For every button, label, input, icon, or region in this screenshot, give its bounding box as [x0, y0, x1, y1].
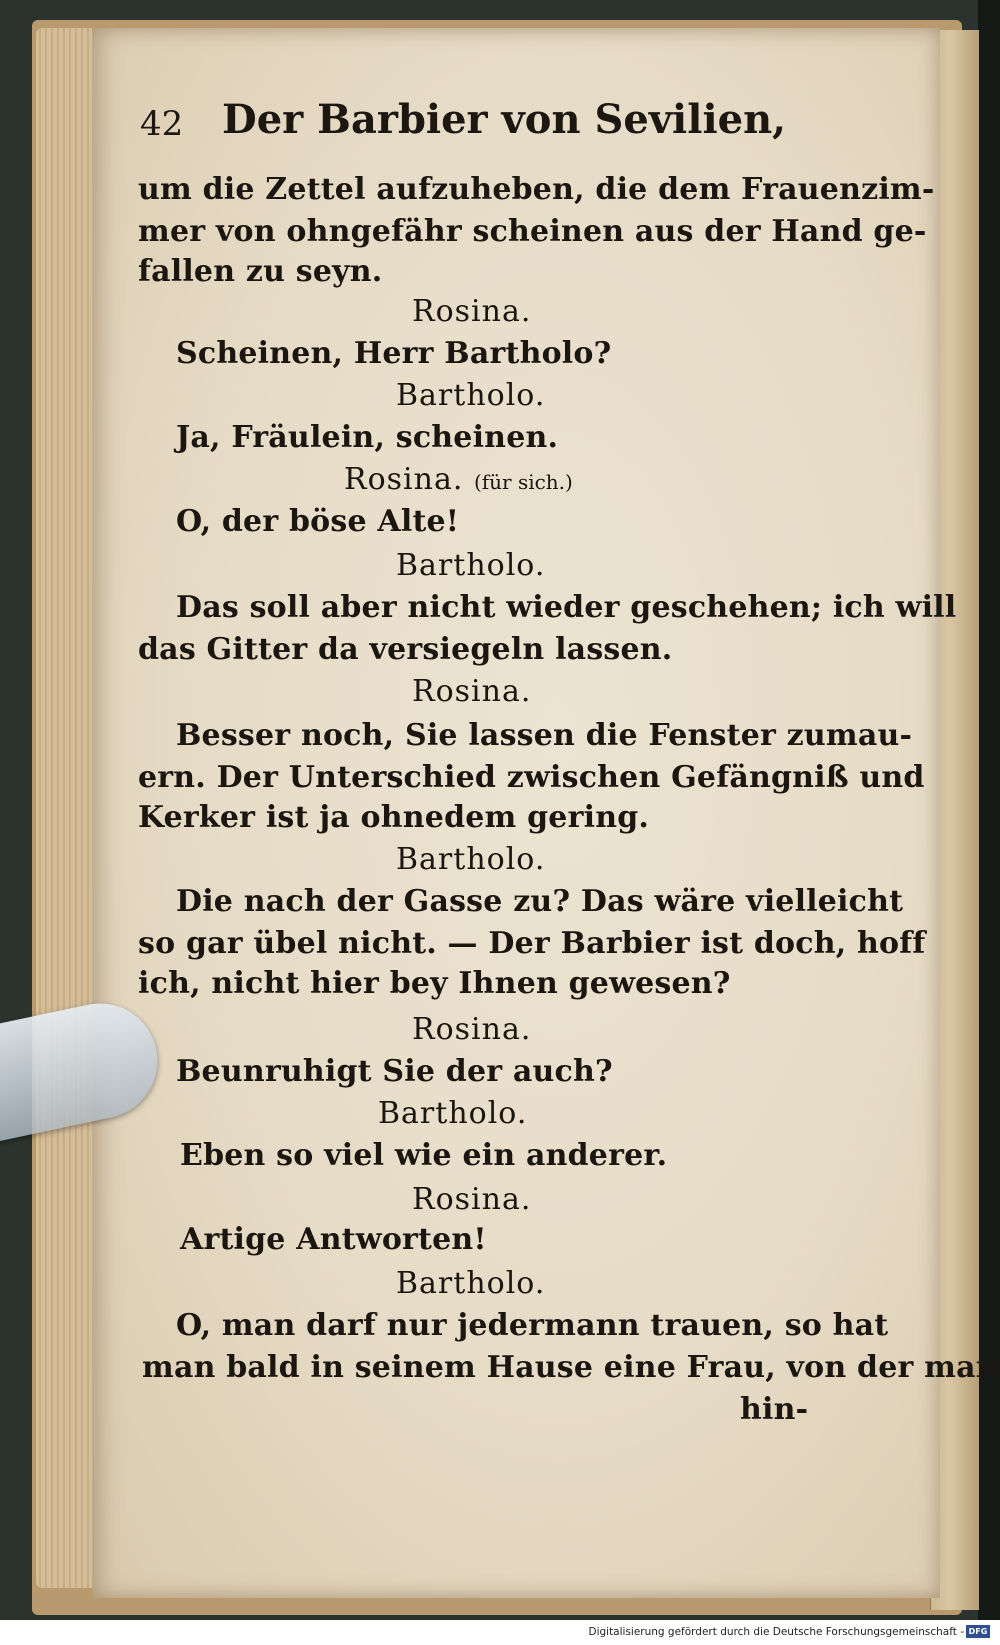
- text-line: ich, nicht hier bey Ihnen gewesen?: [138, 966, 731, 1001]
- catchword: hin-: [740, 1392, 809, 1427]
- text-line: Das soll aber nicht wieder geschehen; ich will: [176, 590, 957, 625]
- speaker-name-text: Rosina.: [344, 462, 464, 497]
- text-line: Kerker ist ja ohnedem gering.: [138, 800, 650, 835]
- speaker-name: Bartholo.: [396, 842, 546, 877]
- text-line: Besser noch, Sie lassen die Fenster zumau-: [176, 718, 913, 753]
- page-stack-edge: [36, 28, 98, 1588]
- text-line: Beunruhigt Sie der auch?: [176, 1054, 613, 1089]
- speaker-name: Rosina.: [412, 1012, 532, 1047]
- running-head: Der Barbier von Sevilien,: [222, 96, 787, 143]
- text-line: um die Zettel aufzuheben, die dem Frauenzim-: [138, 172, 935, 207]
- text-line: Eben so viel wie ein anderer.: [180, 1138, 668, 1173]
- text-line: so gar übel nicht. — Der Barbier ist doch, hoff: [138, 926, 926, 961]
- text-line: Ja, Fräulein, scheinen.: [176, 420, 559, 455]
- speaker-name: [344, 462, 573, 497]
- text-line: O, man darf nur jedermann trauen, so hat: [176, 1308, 889, 1343]
- speaker-name: Bartholo.: [396, 1266, 546, 1301]
- speaker-name: Rosina.: [412, 674, 532, 709]
- speaker-name: Bartholo.: [378, 1096, 528, 1131]
- text-line: ern. Der Unterschied zwischen Gefängniß und: [138, 760, 925, 795]
- text-line: Artige Antworten!: [180, 1222, 487, 1257]
- speaker-name: Bartholo.: [396, 548, 546, 583]
- text-line: das Gitter da versiegeln lassen.: [138, 632, 673, 667]
- speaker-name: Bartholo.: [396, 378, 546, 413]
- text-line: O, der böse Alte!: [176, 504, 460, 539]
- speaker-name: Rosina.: [412, 1182, 532, 1217]
- scan-dark-margin: [978, 0, 1000, 1645]
- text-line: fallen zu seyn.: [138, 254, 383, 289]
- footer-credit: Digitalisierung gefördert durch die Deutsche Forschungsgemeinschaft -: [588, 1626, 964, 1638]
- text-line: man bald in seinem Hause eine Frau, von der man: [142, 1350, 998, 1385]
- stage-direction: (für sich.): [473, 470, 573, 494]
- dfg-logo: DFG: [966, 1625, 990, 1638]
- page-number: 42: [140, 104, 184, 144]
- text-line: Die nach der Gasse zu? Das wäre vielleicht: [176, 884, 904, 919]
- text-line: Scheinen, Herr Bartholo?: [176, 336, 612, 371]
- text-line: mer von ohngefähr scheinen aus der Hand ge-: [138, 214, 927, 249]
- speaker-name: Rosina.: [412, 294, 532, 329]
